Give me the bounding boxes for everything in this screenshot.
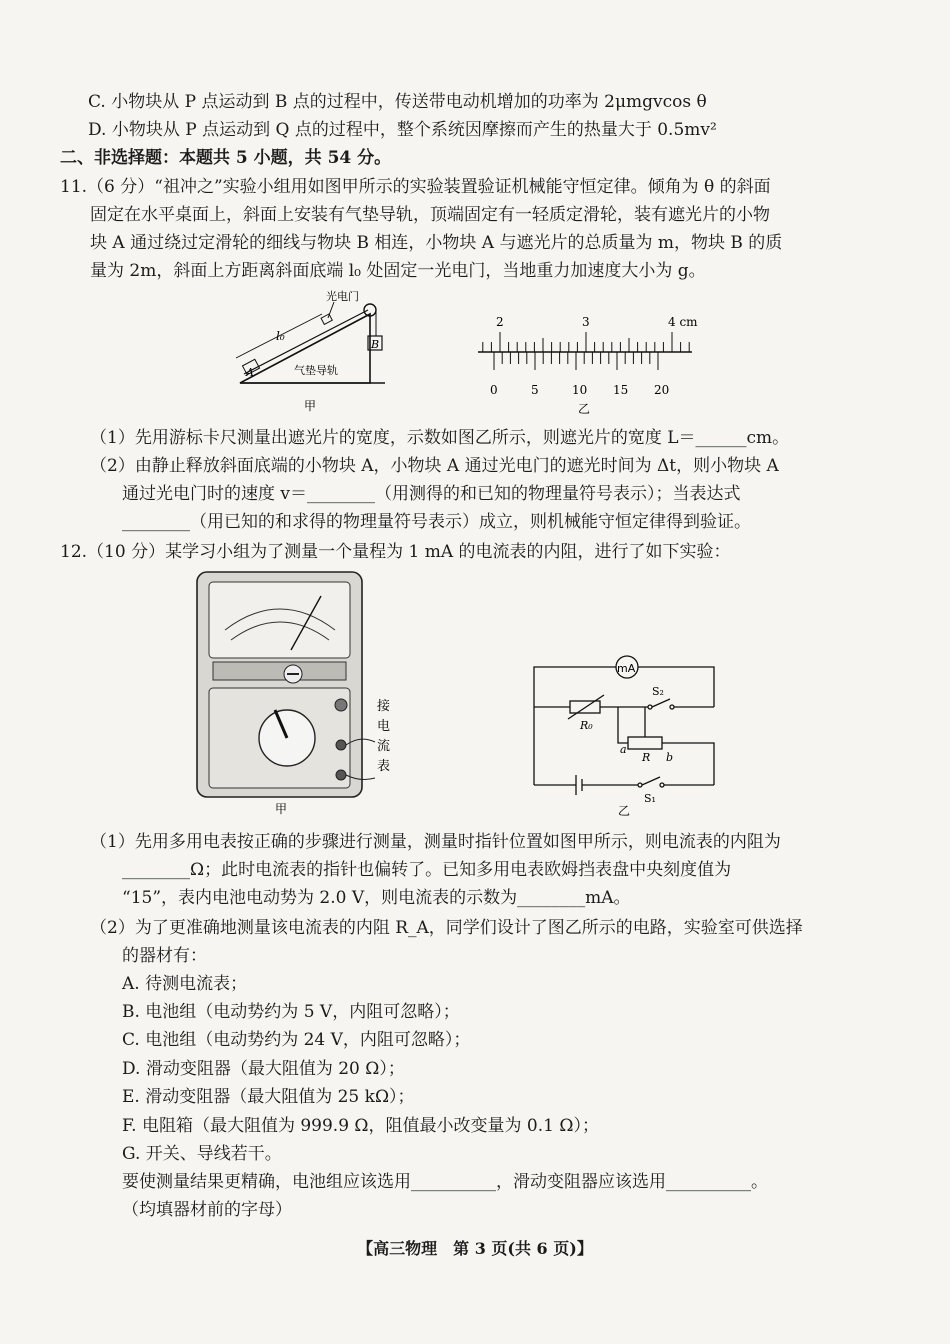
milliammeter-symbol: mA — [617, 662, 636, 675]
q12-part2-line2: 的器材有： — [122, 946, 207, 966]
option-d-rheostat: D. 滑动变阻器（最大阻值为 20 Ω）； — [122, 1059, 405, 1079]
main-scale-label: 3 — [582, 315, 590, 329]
block-a-label: A — [246, 366, 254, 379]
multimeter-figure — [195, 570, 425, 818]
l0-label: l₀ — [276, 329, 285, 343]
circuit-figure — [520, 645, 730, 820]
figure-caption-jia: 甲 — [304, 399, 317, 413]
a-label: a — [620, 743, 627, 756]
connect-char-4: 表 — [377, 759, 391, 774]
option-d: D. 小物块从 P 点运动到 Q 点的过程中，整个系统因摩擦而产生的热量大于 0.5mv² — [88, 120, 717, 140]
vernier-scale-label: 0 — [490, 383, 498, 397]
incline-apparatus-figure — [230, 288, 390, 416]
page-footer: 【高三物理 第 3 页(共 6 页)】 — [357, 1239, 593, 1258]
q12-stem: 12.（10 分）某学习小组为了测量一个量程为 1 mA 的电流表的内阻，进行了如下实验： — [60, 542, 731, 562]
b-label: b — [666, 751, 674, 764]
q12-part1-line2: ________Ω；此时电流表的指针也偏转了。已知多用电表欧姆挡表盘中央刻度值为 — [122, 860, 732, 880]
option-a: A. 待测电流表； — [122, 974, 248, 994]
option-e: E. 滑动变阻器（最大阻值为 25 kΩ）； — [122, 1087, 415, 1107]
q11-part2-line3: ________（用已知的和求得的物理量符号表示）成立，则机械能守恒定律得到验证。 — [122, 512, 751, 532]
connect-char-2: 电 — [377, 719, 391, 734]
q12-part1-line3: “15”，表内电池电动势为 2.0 V，则电流表的示数为________mA。 — [122, 888, 631, 908]
q11-part2-line1: （2）由静止释放斜面底端的小物块 A，小物块 A 通过光电门的遮光时间为 Δt，则小物块 A — [90, 456, 779, 476]
q11-stem-4: 量为 2m，斜面上方距离斜面底端 l₀ 处固定一光电门，当地重力加速度大小为 g。 — [90, 261, 706, 281]
vernier-caliper-figure — [470, 308, 710, 420]
block-b-label: B — [371, 338, 380, 351]
section-heading: 二、非选择题：本题共 5 小题，共 54 分。 — [60, 148, 392, 168]
option-c: C. 小物块从 P 点运动到 B 点的过程中，传送带电动机增加的功率为 2μmgvcos θ — [88, 92, 707, 112]
figure-caption-jia-2: 甲 — [275, 802, 288, 816]
option-g: G. 开关、导线若干。 — [122, 1144, 282, 1164]
main-scale-label: 4 cm — [668, 315, 698, 329]
q12-note: （均填器材前的字母） — [122, 1200, 292, 1220]
r-label: R — [642, 751, 651, 764]
figure-caption-yi: 乙 — [578, 402, 591, 416]
q11-part1: （1）先用游标卡尺测量出遮光片的宽度，示数如图乙所示，则遮光片的宽度 L＝______cm。 — [90, 428, 790, 448]
vernier-scale-label: 20 — [654, 383, 670, 397]
vernier-scale-label: 15 — [613, 383, 629, 397]
q12-part1-line1: （1）先用多用电表按正确的步骤进行测量，测量时指针位置如图甲所示，则电流表的内阻为 — [90, 832, 781, 852]
vernier-scale-label: 10 — [572, 383, 588, 397]
q11-stem-2: 固定在水平桌面上，斜面上安装有气垫导轨，顶端固定有一轻质定滑轮，装有遮光片的小物 — [90, 205, 770, 225]
q11-stem-3: 块 A 通过绕过定滑轮的细线与物块 B 相连，小物块 A 与遮光片的总质量为 m，物块 B 的质 — [90, 233, 783, 253]
main-scale-label: 2 — [496, 315, 504, 329]
q11-part2-line2: 通过光电门时的速度 v＝________（用测得的和已知的物理量符号表示）；当表达式 — [122, 484, 741, 504]
connect-char-1: 接 — [377, 699, 391, 714]
s1-label: S₁ — [644, 792, 656, 805]
option-f: F. 电阻箱（最大阻值为 999.9 Ω，阻值最小改变量为 0.1 Ω）； — [122, 1116, 599, 1136]
option-b: B. 电池组（电动势约为 5 V，内阻可忽略）； — [122, 1002, 460, 1022]
vernier-scale-label: 5 — [531, 383, 539, 397]
s2-label: S₂ — [652, 685, 664, 698]
air-track-label: 气垫导轨 — [294, 364, 338, 377]
r0-label: R₀ — [580, 719, 593, 732]
q12-part2-line1: （2）为了更准确地测量该电流表的内阻 R_A，同学们设计了图乙所示的电路，实验室可供选择 — [90, 918, 803, 938]
photogate-label: 光电门 — [326, 290, 359, 303]
option-c-battery: C. 电池组（电动势约为 24 V，内阻可忽略）； — [122, 1030, 471, 1050]
connect-char-3: 流 — [377, 739, 391, 754]
figure-caption-yi-2: 乙 — [618, 804, 631, 818]
q12-question: 要使测量结果更精确，电池组应该选用__________，滑动变阻器应该选用__________。 — [122, 1172, 768, 1192]
q11-stem-1: 11.（6 分）“祖冲之”实验小组用如图甲所示的实验装置验证机械能守恒定律。倾角为 θ 的斜面 — [60, 177, 771, 197]
